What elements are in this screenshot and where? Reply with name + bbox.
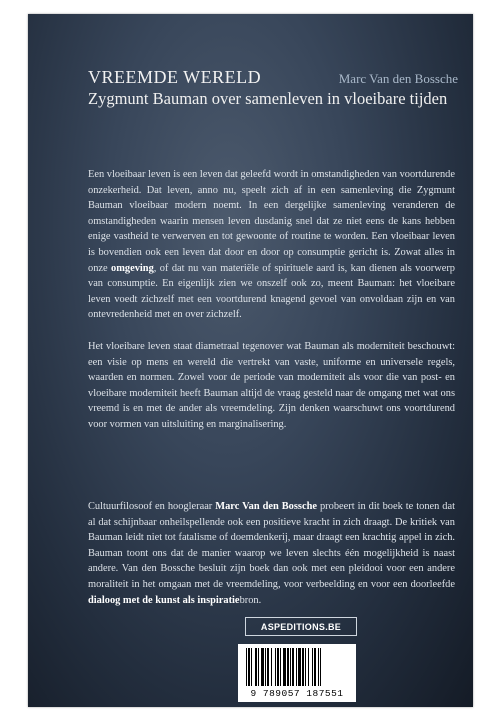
p3-bold-author: Marc Van den Bossche	[215, 501, 317, 512]
header-row	[88, 67, 468, 88]
book-title: VREEMDE WERELD	[88, 67, 262, 87]
barcode-bar	[267, 648, 269, 686]
barcode-bar	[312, 648, 313, 686]
barcode-bar	[280, 648, 281, 686]
barcode-bar	[290, 648, 291, 686]
barcode-bar	[258, 648, 259, 686]
barcode-bar	[246, 648, 247, 686]
p3-text-b: probeert in dit boek te tonen dat al dat schijnbaar onheilspellende ook een positieve kracht in zich draagt. De kritiek van Bauman leidt niet tot fatalisme of doemdenkerij, maar draagt een krachtig appel in zich. Bauman toont ons dat de manier waarop we leven slechts één mogelijkheid is naast andere. Van den Bossche besluit zijn boek dan ook met een pleidooi voor een andere moraliteit in het omgaan met de vreemdeling, voor verbeelding en voor een doorleefde	[88, 501, 456, 590]
book-subtitle: Zygmunt Bauman over samenleven in vloeibare tijden	[88, 89, 448, 108]
p1-bold: omgeving	[111, 262, 154, 274]
p3-bold-dialog: dialoog met de kunst als inspiratie	[88, 594, 240, 606]
barcode-bar	[277, 648, 279, 686]
blurb-paragraph-1	[88, 167, 455, 323]
p3-text-c: bron.	[239, 594, 262, 606]
barcode-bar	[296, 648, 297, 686]
barcode-bar	[302, 648, 304, 686]
barcode-bar	[275, 648, 276, 686]
barcode-bar	[271, 648, 272, 686]
barcode-bar	[318, 648, 319, 686]
barcode-bars	[244, 648, 350, 688]
barcode-bar	[248, 648, 250, 686]
barcode-bar	[305, 648, 306, 686]
p1-text-b: , of dat nu van materiële of spirituele aard is, kan dienen als voorwerp van consumptie. En eigenlijk zien we onszelf ook zo, meent Bauman: het vloeibare leven voedt zichzelf met een voortdurend knagend gevoel van onvoldaan zijn en van ontevredenheid met en over zichzelf.	[88, 262, 455, 321]
book-back-cover	[28, 14, 473, 707]
barcode-bar	[283, 648, 286, 686]
barcode-bar	[320, 648, 321, 686]
author-name: Marc Van den Bossche	[338, 71, 458, 86]
barcode-bar	[261, 648, 264, 686]
barcode	[238, 644, 356, 702]
isbn-number: 9 789057 187551	[250, 688, 344, 699]
p3-text-a: Cultuurfilosoof en hoogleraar	[88, 501, 216, 512]
barcode-bar	[265, 648, 266, 686]
barcode-bar	[314, 648, 316, 686]
barcode-bar	[287, 648, 289, 686]
barcode-bar	[251, 648, 252, 686]
barcode-bar	[298, 648, 301, 686]
p1-text-a: Een vloeibaar leven is een leven dat geleefd wordt in omstandigheden van voortdurende onzekerheid. Dat leven, anno nu, speelt zich af in een samenleving die Zygmunt Bauman vloeibaar modern noemt. In een dergelijke samenleving veranderen de omstandigheden waarin mensen leven dusdanig snel dat ze niet eens de kans hebben enige vastheid te verwerven en tot gewoonte of routine te worden. Een vloeibaar leven is bovendien ook een leven dat door en door op consumptie gericht is. Zowat alles in onze	[88, 169, 455, 274]
blurb-paragraph-3	[88, 499, 455, 608]
publisher-website: ASPEDITIONS.BE	[245, 617, 357, 636]
barcode-bar	[255, 648, 257, 686]
barcode-bar	[292, 648, 294, 686]
blurb-paragraph-2: Het vloeibare leven staat diametraal tegenover wat Bauman als moderniteit beschouwt: een visie op mens en wereld die vertrekt van vaste, uniforme en universele regels, waarden en normen. Zowel voor de periode van moderniteit als voor die van post- en vloeibare moderniteit heeft Bauman altijd de vraag gesteld naar de omgang met wat ons vreemd is en met de ander als vreemdeling. Zijn denken waarschuwt ons voortdurend voor vormen van uitsluiting en marginalisering.	[88, 341, 455, 430]
barcode-bar	[308, 648, 309, 686]
